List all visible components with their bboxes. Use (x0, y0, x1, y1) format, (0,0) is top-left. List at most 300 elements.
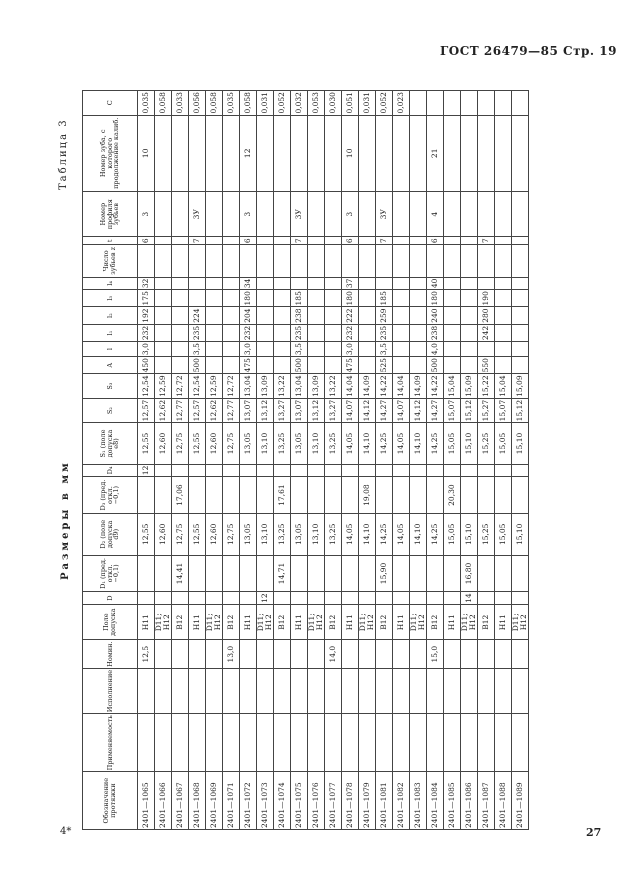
table-cell: 180 (427, 290, 444, 307)
table-cell (461, 324, 478, 341)
table-cell: 0,058 (240, 91, 257, 116)
table-cell (393, 464, 410, 477)
table-cell: 3У (376, 192, 393, 237)
table-cell (325, 357, 342, 374)
table-cell (172, 640, 189, 668)
table-cell: 232 (240, 324, 257, 341)
table-cell (444, 464, 461, 477)
table-cell: 15,10 (461, 514, 478, 556)
table-cell (325, 192, 342, 237)
table-cell (274, 115, 291, 192)
table-cell (512, 245, 529, 277)
table-cell: 12,59 (155, 374, 172, 398)
table-cell: 13,27 (274, 398, 291, 422)
column-header: Номер зуба, с которого продолжение калиб. (83, 115, 138, 192)
table-cell: 3У (291, 192, 308, 237)
table-cell: 525 (376, 357, 393, 374)
table-cell: 13,27 (325, 398, 342, 422)
table-cell (325, 668, 342, 713)
table-cell (172, 714, 189, 772)
table-cell (512, 592, 529, 605)
table-cell: 20,30 (444, 477, 461, 514)
table-cell (444, 324, 461, 341)
table-cell (512, 290, 529, 307)
table-row (393, 91, 410, 830)
table-cell (376, 115, 393, 192)
table-cell (325, 342, 342, 357)
column-header: Число зубьев z (83, 245, 138, 277)
header-row (83, 91, 138, 830)
table-cell: 12,60 (206, 423, 223, 464)
table-cell (189, 290, 206, 307)
table-cell: 12,75 (223, 423, 240, 464)
column-header: l₂ (83, 307, 138, 324)
table-cell (223, 477, 240, 514)
table-cell: 3,0 (138, 342, 155, 357)
table-cell (410, 115, 427, 192)
table-cell (189, 640, 206, 668)
table-cell: B12 (376, 604, 393, 640)
table-cell: 7 (376, 237, 393, 245)
table-cell (291, 464, 308, 477)
table-cell: 550 (478, 357, 495, 374)
table-cell (495, 714, 512, 772)
table-cell (274, 714, 291, 772)
table-cell (274, 668, 291, 713)
table-cell: 0,056 (189, 91, 206, 116)
table-cell: H11 (240, 604, 257, 640)
table-cell: 13,25 (274, 423, 291, 464)
table-cell (308, 668, 325, 713)
table-cell (427, 477, 444, 514)
table-cell (461, 91, 478, 116)
table-cell (206, 342, 223, 357)
table-cell: 450 (138, 357, 155, 374)
table-cell: H11 (495, 604, 512, 640)
table-row (291, 91, 308, 830)
table-cell: 37 (342, 277, 359, 290)
table-cell (512, 357, 529, 374)
table-cell: 2401—1082 (393, 772, 410, 830)
table-cell: 12,60 (155, 423, 172, 464)
table-cell: 0,035 (223, 91, 240, 116)
table-cell (274, 290, 291, 307)
table-cell (512, 714, 529, 772)
table-cell: 2401—1072 (240, 772, 257, 830)
table-cell (155, 555, 172, 592)
table-cell (155, 277, 172, 290)
table-cell (291, 668, 308, 713)
table-cell: 19,08 (359, 477, 376, 514)
table-cell (512, 237, 529, 245)
table-cell: B12 (325, 604, 342, 640)
table-cell (495, 277, 512, 290)
table-cell: 13,07 (240, 398, 257, 422)
table-cell (189, 245, 206, 277)
table-cell: 14,09 (359, 374, 376, 398)
table-cell: 7 (478, 237, 495, 245)
table-cell (155, 307, 172, 324)
table-cell (495, 324, 512, 341)
table-cell: 2401—1075 (291, 772, 308, 830)
table-cell (461, 714, 478, 772)
table-cell (427, 714, 444, 772)
table-cell (172, 290, 189, 307)
table-cell (393, 357, 410, 374)
table-cell (359, 714, 376, 772)
table-cell (478, 592, 495, 605)
column-header: l₃ (83, 290, 138, 307)
table-row (427, 91, 444, 830)
table-cell (376, 640, 393, 668)
table-cell (325, 714, 342, 772)
table-cell (512, 192, 529, 237)
table-cell (172, 237, 189, 245)
table-cell: 3 (342, 192, 359, 237)
table-cell (342, 592, 359, 605)
table-row (206, 91, 223, 830)
table-cell: 14,09 (410, 374, 427, 398)
table-cell (155, 640, 172, 668)
table-cell: 475 (240, 357, 257, 374)
table-cell: 15,10 (512, 423, 529, 464)
table-cell: 222 (342, 307, 359, 324)
table-cell (444, 192, 461, 237)
table-cell (223, 555, 240, 592)
column-header: A (83, 357, 138, 374)
table-cell (410, 324, 427, 341)
table-cell (410, 668, 427, 713)
table-cell (444, 668, 461, 713)
table-cell (393, 307, 410, 324)
table-cell (495, 290, 512, 307)
table-cell (393, 192, 410, 237)
table-cell (172, 192, 189, 237)
table-cell (359, 464, 376, 477)
table-cell (359, 357, 376, 374)
table-cell (274, 342, 291, 357)
table-row (376, 91, 393, 830)
table-cell (461, 342, 478, 357)
table-row (308, 91, 325, 830)
table-cell (478, 192, 495, 237)
table-cell (325, 245, 342, 277)
table-cell: 14,71 (274, 555, 291, 592)
table-cell: 14,10 (359, 423, 376, 464)
table-cell: 40 (427, 277, 444, 290)
table-cell: 13,05 (240, 423, 257, 464)
table-cell: 13,10 (257, 514, 274, 556)
table-cell (155, 668, 172, 713)
table-cell (393, 237, 410, 245)
table-cell: 14,05 (393, 423, 410, 464)
table-cell: 0,052 (376, 91, 393, 116)
table-cell: 15,25 (478, 423, 495, 464)
table-cell (240, 592, 257, 605)
table-cell: 3У (189, 192, 206, 237)
table-cell: 2401—1066 (155, 772, 172, 830)
table-cell: 2401—1067 (172, 772, 189, 830)
table-cell (512, 307, 529, 324)
table-cell: 15,22 (478, 374, 495, 398)
table-cell (172, 592, 189, 605)
table-cell (223, 237, 240, 245)
table-cell (206, 357, 223, 374)
table-cell (461, 668, 478, 713)
table-cell (223, 342, 240, 357)
table-cell (325, 277, 342, 290)
column-header: Поле допуска (83, 604, 138, 640)
table-cell (189, 592, 206, 605)
table-cell: 12 (257, 592, 274, 605)
table-cell: 2401—1069 (206, 772, 223, 830)
column-header: Номер профиля зубьев (83, 192, 138, 237)
table-cell: 15,09 (461, 374, 478, 398)
table-cell (444, 115, 461, 192)
table-cell (325, 464, 342, 477)
table-cell: 12,75 (172, 514, 189, 556)
column-header: S₁ (поле допуска e8) (83, 423, 138, 464)
table-cell: 2401—1089 (512, 772, 529, 830)
table-cell (274, 277, 291, 290)
table-row (410, 91, 427, 830)
table-cell: 13,10 (308, 514, 325, 556)
table-cell: 232 (138, 324, 155, 341)
table-cell (478, 277, 495, 290)
table-cell: 15,05 (444, 514, 461, 556)
table-cell: 235 (189, 324, 206, 341)
column-header: D₂ (поле допуска d9) (83, 514, 138, 556)
table-cell (376, 668, 393, 713)
table-cell (240, 555, 257, 592)
table-cell (155, 115, 172, 192)
table-cell (138, 245, 155, 277)
table-cell: 2401—1083 (410, 772, 427, 830)
table-cell: 12,72 (223, 374, 240, 398)
table-cell: 32 (138, 277, 155, 290)
table-cell (291, 245, 308, 277)
table-cell (325, 592, 342, 605)
table-cell (138, 714, 155, 772)
table-cell (495, 237, 512, 245)
table-cell (512, 342, 529, 357)
table-cell: 2401—1085 (444, 772, 461, 830)
table-row (512, 91, 529, 830)
table-cell: 16,80 (461, 555, 478, 592)
table-cell: 12,62 (155, 398, 172, 422)
table-cell (427, 555, 444, 592)
table-cell: 10 (138, 115, 155, 192)
table-cell (223, 307, 240, 324)
table-cell: 12,72 (172, 374, 189, 398)
table-cell (461, 477, 478, 514)
table-cell (291, 714, 308, 772)
table-cell (478, 342, 495, 357)
table-cell (427, 245, 444, 277)
table-cell: 14,10 (410, 514, 427, 556)
table-cell (376, 714, 393, 772)
table-cell: 15,05 (495, 423, 512, 464)
table-cell (189, 555, 206, 592)
table-cell (257, 277, 274, 290)
table-cell (393, 477, 410, 514)
table-cell (444, 91, 461, 116)
table-cell (461, 357, 478, 374)
table-cell (291, 477, 308, 514)
table-cell (257, 342, 274, 357)
table-cell (410, 555, 427, 592)
table-cell (410, 290, 427, 307)
table-cell (172, 307, 189, 324)
table-cell: 2401—1078 (342, 772, 359, 830)
table-cell: 2401—1076 (308, 772, 325, 830)
table-cell: 13,05 (291, 514, 308, 556)
table-cell (138, 668, 155, 713)
table-cell: 185 (291, 290, 308, 307)
table-row (342, 91, 359, 830)
table-cell: D11; H12 (410, 604, 427, 640)
table-cell (410, 357, 427, 374)
table-cell (308, 640, 325, 668)
table-cell (461, 640, 478, 668)
table-cell (495, 477, 512, 514)
table-cell: 12,55 (189, 514, 206, 556)
table-cell: D11; H12 (206, 604, 223, 640)
table-cell: 6 (342, 237, 359, 245)
table-cell (444, 307, 461, 324)
table-cell (512, 115, 529, 192)
table-cell: 14,27 (376, 398, 393, 422)
table-cell: 12,62 (206, 398, 223, 422)
table-cell (495, 342, 512, 357)
table-cell (291, 592, 308, 605)
table-cell: 2401—1077 (325, 772, 342, 830)
table-cell (495, 357, 512, 374)
column-header: Исполнение (83, 668, 138, 713)
table-cell (172, 245, 189, 277)
table-cell: 7 (291, 237, 308, 245)
column-header: C (83, 91, 138, 116)
table-cell (444, 357, 461, 374)
table-cell (206, 324, 223, 341)
table-cell (257, 555, 274, 592)
table-cell (410, 245, 427, 277)
table-cell (376, 277, 393, 290)
column-header: Обозначение протяжки (83, 772, 138, 830)
table-cell: 2401—1065 (138, 772, 155, 830)
table-cell: 3,5 (291, 342, 308, 357)
table-cell: 15,07 (444, 398, 461, 422)
table-cell (308, 115, 325, 192)
table-cell: 14,25 (376, 514, 393, 556)
table-cell: D11; H12 (512, 604, 529, 640)
table-cell: 235 (291, 324, 308, 341)
table-cell (410, 714, 427, 772)
table-cell: 15,09 (512, 374, 529, 398)
table-cell (427, 464, 444, 477)
table-row (478, 91, 495, 830)
table-cell (274, 192, 291, 237)
table-cell (393, 290, 410, 307)
column-header: S₃ (83, 374, 138, 398)
table-cell: 3,5 (376, 342, 393, 357)
table-cell: 12,59 (206, 374, 223, 398)
table-cell (189, 464, 206, 477)
table-cell: 14,05 (342, 514, 359, 556)
table-cell (206, 192, 223, 237)
table-cell: 0,030 (325, 91, 342, 116)
table-cell (410, 91, 427, 116)
table-cell (308, 277, 325, 290)
table-cell: 13,09 (257, 374, 274, 398)
table-cell: 14,0 (325, 640, 342, 668)
table-cell (206, 477, 223, 514)
table-cell: 14,05 (342, 423, 359, 464)
table-cell (495, 91, 512, 116)
table-cell (308, 245, 325, 277)
table-cell (512, 555, 529, 592)
table-cell (342, 245, 359, 277)
table-cell: 14,05 (393, 514, 410, 556)
table-cell: 13,25 (325, 514, 342, 556)
table-cell: 13,10 (257, 423, 274, 464)
table-cell: 17,06 (172, 477, 189, 514)
table-cell: 12,57 (138, 398, 155, 422)
table-cell: 14,41 (172, 555, 189, 592)
table-cell (444, 237, 461, 245)
table-cell: 6 (138, 237, 155, 245)
table-cell (410, 464, 427, 477)
table-cell: 12,55 (138, 514, 155, 556)
table-cell (155, 592, 172, 605)
table-cell (291, 555, 308, 592)
table-cell: 0,032 (291, 91, 308, 116)
table-cell: 15,04 (495, 374, 512, 398)
table-cell: 10 (342, 115, 359, 192)
table-cell: 12,54 (138, 374, 155, 398)
table-cell (172, 324, 189, 341)
column-header: l₄ (83, 277, 138, 290)
table-cell (308, 307, 325, 324)
table-row (240, 91, 257, 830)
table-cell (240, 640, 257, 668)
table-cell: 3 (240, 192, 257, 237)
table-cell: 12,75 (172, 423, 189, 464)
table-cell (393, 324, 410, 341)
table-cell (172, 357, 189, 374)
table-cell: 180 (342, 290, 359, 307)
table-cell (512, 91, 529, 116)
table-cell (189, 714, 206, 772)
table-cell: 2401—1073 (257, 772, 274, 830)
table-cell (359, 640, 376, 668)
table-cell: 13,25 (325, 423, 342, 464)
table-cell: 15,10 (461, 423, 478, 464)
table-cell (512, 277, 529, 290)
table-cell (223, 592, 240, 605)
table-cell: 0,023 (393, 91, 410, 116)
table-cell (240, 464, 257, 477)
table-cell: 232 (342, 324, 359, 341)
table-cell (223, 714, 240, 772)
table-cell (206, 668, 223, 713)
table-cell (257, 464, 274, 477)
table-cell: H11 (291, 604, 308, 640)
table-cell (257, 290, 274, 307)
table-cell: 14 (461, 592, 478, 605)
table-row (444, 91, 461, 830)
table-cell: 500 (427, 357, 444, 374)
